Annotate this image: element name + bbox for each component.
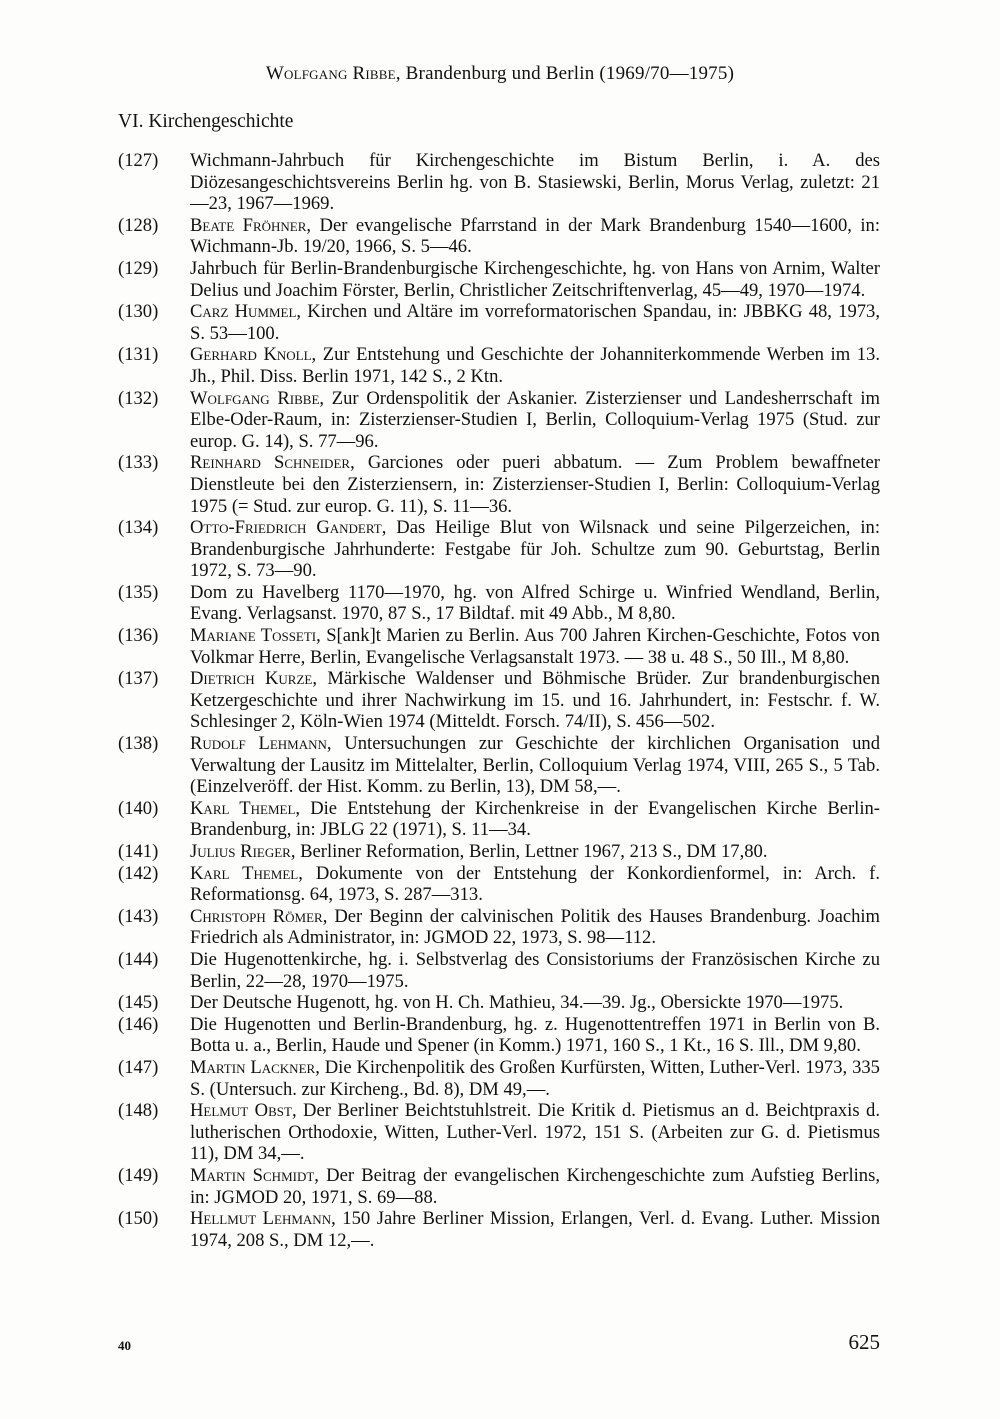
bibliography-entry [118, 452, 880, 517]
entry-text: , Kirchen und Altäre im vorreformatorischen Spandau, in: JBBKG 48, 1973, S. 53—100. [190, 301, 880, 344]
entry-number: (133) [118, 452, 159, 474]
entry-number: (128) [118, 214, 159, 236]
entry-author: Christoph Römer [190, 905, 323, 927]
entry-number: (136) [118, 625, 159, 647]
entry-number: (143) [118, 905, 159, 927]
entry-text: Wichmann-Jahrbuch für Kirchengeschichte im Bistum Berlin, i. A. des Diözesangeschichtsvereins Berlin hg. von B. Stasiewski, Berlin, Morus Verlag, zuletzt: 21—23, 1967—1969. [190, 150, 880, 215]
entry-text: Dom zu Havelberg 1170—1970, hg. von Alfred Schirge u. Winfried Wendland, Berlin, Evang. Verlagsanst. 1970, 87 S., 17 Bildtaf. mit 49 Abb., M 8,80. [190, 581, 880, 625]
entry-text: , Die Kirchenpolitik des Großen Kurfürsten, Witten, Luther-Verl. 1973, 335 S. (Untersuch. zur Kircheng., Bd. 8), DM 49,—. [190, 1056, 880, 1100]
bibliography-list [118, 150, 880, 1251]
running-header [0, 63, 1000, 85]
bibliography-entry [118, 1014, 880, 1057]
entry-text: , Zur Ordenspolitik der Askanier. Zisterzienser und Landesherrschaft im Elbe-Oder-Raum, in: Zisterzienser-Studien I, Berlin, Colloquium-Verlag 1975 (Stud. zur europ. G. 14), S. 77—96. [190, 387, 880, 452]
entry-author: Reinhard Schneider [190, 452, 351, 474]
entry-text: Die Hugenotten und Berlin-Brandenburg, hg. z. Hugenottentreffen 1971 in Berlin von B. Botta u. a., Berlin, Haude und Spener (in Komm.) 1971, 160 S., 1 Kt., 16 S. Ill., DM 9,80. [190, 1013, 880, 1057]
entry-author: Mariane Tosseti [190, 625, 317, 647]
entry-author: Julius Rieger [190, 841, 291, 862]
bibliography-entry [118, 344, 880, 387]
entry-author: Martin Schmidt [190, 1164, 315, 1186]
bibliography-entry [118, 1100, 880, 1165]
entry-number: (134) [118, 517, 159, 539]
entry-number: (150) [118, 1208, 159, 1230]
entry-text: , Zur Entstehung und Geschichte der Johanniterkommende Werben im 13. Jh., Phil. Diss. Berlin 1971, 142 S., 2 Ktn. [190, 344, 880, 387]
entry-text: Die Hugenottenkirche, hg. i. Selbstverlag des Consistoriums der Französischen Kirche zu Berlin, 22—28, 1970—1975. [190, 948, 880, 992]
entry-author: Wolfgang Ribbe [190, 387, 320, 409]
bibliography-entry [118, 1057, 880, 1100]
entry-text: , Die Entstehung der Kirchenkreise in der Evangelischen Kirche Berlin-Brandenburg, in: JBLG 22 (1971), S. 11—34. [190, 797, 880, 841]
entry-number: (146) [118, 1013, 159, 1035]
entry-author: Gerhard Knoll [190, 344, 312, 366]
entry-number: (137) [118, 668, 159, 690]
entry-author: Karl Themel [190, 797, 296, 819]
entry-author: Carz Hummel [190, 301, 297, 323]
bibliography-entry [118, 258, 880, 301]
entry-text: , Märkische Waldenser und Böhmische Brüder. Zur brandenburgischen Ketzergeschichte und ihrer Nachwirkung im 15. und 16. Jahrhundert, in: Festschr. f. W. Schlesinger 2, Köln-Wien 1974 (Mitteldt. Forsch. 74/II), S. 456—502. [190, 668, 881, 733]
entry-author: Beate Fröhner [190, 214, 307, 236]
entry-author: Dietrich Kurze [190, 668, 313, 690]
entry-author: Rudolf Lehmann [190, 733, 327, 755]
bibliography-entry [118, 733, 880, 798]
entry-text: , 150 Jahre Berliner Mission, Erlangen, Verl. d. Evang. Luther. Mission 1974, 208 S., DM 12,—. [190, 1208, 880, 1251]
bibliography-entry [118, 582, 880, 625]
bibliography-entry [118, 1165, 880, 1208]
entry-text: , Der Berliner Beichtstuhlstreit. Die Kritik d. Pietismus an d. Beichtpraxis d. lutherischen Orthodoxie, Witten, Luther-Verl. 1972, 151 S. (Arbeiten zur G. d. Pietismus 11), DM 34,—. [190, 1100, 880, 1165]
bibliography-entry [118, 949, 880, 992]
entry-number: (144) [118, 948, 159, 970]
bibliography-entry [118, 906, 880, 949]
entry-text: , Das Heilige Blut von Wilsnack und seine Pilgerzeichen, in: Brandenburgische Jahrhunderte: Festgabe für Joh. Schultze zum 90. Geburtstag, Berlin 1972, S. 73—90. [190, 517, 880, 582]
entry-number: (129) [118, 257, 159, 279]
bibliography-entry [118, 863, 880, 906]
bibliography-entry [118, 841, 880, 863]
entry-text: , S[ank]t Marien zu Berlin. Aus 700 Jahren Kirchen-Geschichte, Fotos von Volkmar Herre, Berlin, Evangelische Verlagsanstalt 1973. — 38 u. 48 S., 50 Ill., M 8,80. [190, 625, 880, 668]
bibliography-entry [118, 517, 880, 582]
bibliography-entry [118, 992, 880, 1014]
entry-text: , Untersuchungen zur Geschichte der kirchlichen Organisation und Verwaltung der Lausitz im Mittelalter, Berlin, Colloquium Verlag 1974, VIII, 265 S., 5 Tab. (Einzelveröff. der Hist. Komm. zu Berlin, 13), DM 58,—. [190, 733, 880, 798]
entry-author: Otto-Friedrich Gandert [190, 517, 382, 539]
entry-number: (145) [118, 992, 159, 1014]
entry-number: (138) [118, 733, 159, 755]
bibliography-entry [118, 150, 880, 215]
bibliography-entry [118, 1208, 880, 1251]
entry-number: (131) [118, 344, 159, 366]
entry-text: , Der evangelische Pfarrstand in der Mark Brandenburg 1540—1600, in: Wichmann-Jb. 19/20, 1966, S. 5—46. [190, 214, 880, 258]
entry-number: (142) [118, 862, 159, 884]
bibliography-entry [118, 668, 880, 733]
entry-number: (147) [118, 1056, 159, 1078]
bibliography-entry [118, 798, 880, 841]
bibliography-entry [118, 301, 880, 344]
entry-author: Helmut Obst [190, 1100, 292, 1122]
entry-number: (140) [118, 797, 159, 819]
entry-text: Jahrbuch für Berlin-Brandenburgische Kirchengeschichte, hg. von Hans von Arnim, Walter Delius und Joachim Förster, Berlin, Christlicher Zeitschriftenverlag, 45—49, 1970—1974. [190, 257, 880, 301]
bibliography-entry [118, 215, 880, 258]
entry-number: (148) [118, 1100, 159, 1122]
bibliography-entry [118, 625, 880, 668]
entry-number: (132) [118, 387, 159, 409]
entry-text: , Berliner Reformation, Berlin, Lettner 1967, 213 S., DM 17,80. [290, 841, 768, 862]
entry-text: , Der Beitrag der evangelischen Kirchengeschichte zum Aufstieg Berlins, in: JGMOD 20, 1971, S. 69—88. [190, 1164, 880, 1208]
entry-number: (127) [118, 150, 159, 171]
header-author: Wolfgang Ribbe [265, 63, 396, 84]
entry-author: Hellmut Lehmann [190, 1208, 332, 1230]
entry-text: , Der Beginn der calvinischen Politik des Hauses Brandenburg. Joachim Friedrich als Administrator, in: JGMOD 22, 1973, S. 98—112. [190, 905, 881, 949]
entry-number: (141) [118, 841, 159, 862]
entry-text: , Garciones oder pueri abbatum. — Zum Problem bewaffneter Dienstleute bei den Zisterziensern, in: Zisterzienser-Studien I, Berlin: Colloquium-Verlag 1975 (= Stud. zur europ. G. 11), S. 11—36. [190, 452, 880, 517]
section-title: VI. Kirchengeschichte [118, 111, 294, 132]
header-title: , Brandenburg und Berlin (1969/70—1975) [395, 63, 735, 84]
signature-mark: 40 [118, 1338, 131, 1353]
entry-number: (130) [118, 301, 159, 323]
entry-author: Karl Themel [190, 862, 299, 884]
entry-author: Martin Lackner [190, 1056, 316, 1078]
page-number: 625 [848, 1330, 880, 1354]
entry-number: (149) [118, 1164, 159, 1186]
bibliography-entry [118, 388, 880, 453]
entry-number: (135) [118, 581, 159, 603]
entry-text: , Dokumente von der Entstehung der Konkordienformel, in: Arch. f. Reformationsg. 64, 1973, S. 287—313. [190, 862, 881, 906]
entry-text: Der Deutsche Hugenott, hg. von H. Ch. Mathieu, 34.—39. Jg., Obersickte 1970—1975. [190, 992, 844, 1014]
